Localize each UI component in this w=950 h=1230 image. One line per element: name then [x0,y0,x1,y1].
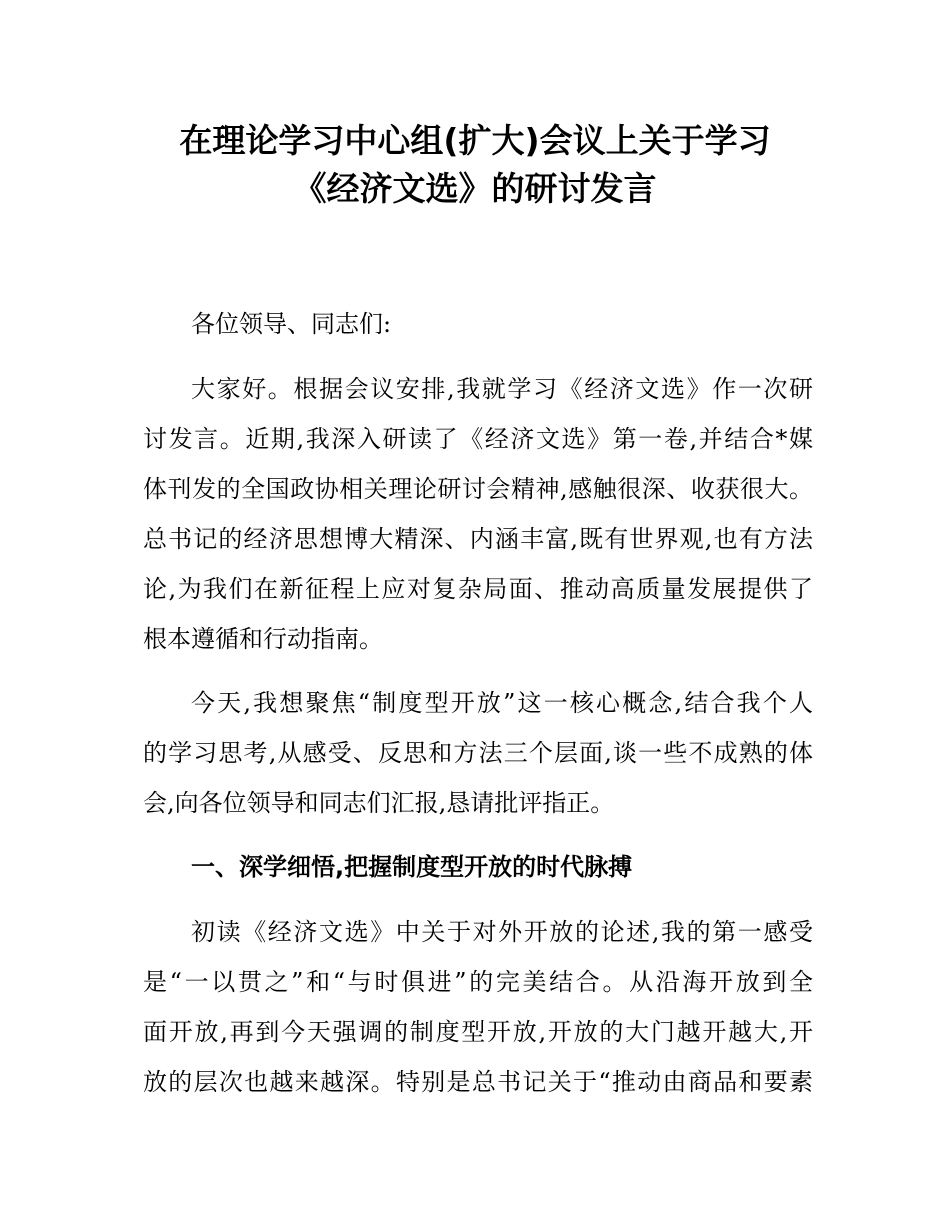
document-title-line-1: 在理论学习中心组(扩大)会议上关于学习 [179,121,771,160]
salutation: 各位领导、同志们: [191,310,392,338]
paragraph-2-line-3: 会,向各位领导和同志们汇报,恳请批评指正。 [143,789,615,817]
paragraph-3-line-1: 初读《经济文选》中关于对外开放的论述,我的第一感受 [191,918,813,946]
paragraph-2-line-1: 今天,我想聚焦“制度型开放”这一核心概念,结合我个人 [191,689,813,717]
paragraph-2-line-2: 的学习思考,从感受、反思和方法三个层面,谈一些不成熟的体 [143,739,813,767]
paragraph-1-line-5: 论,为我们在新征程上应对复杂局面、推动高质量发展提供了 [143,575,813,603]
paragraph-1-line-2: 讨发言。近期,我深入研读了《经济文选》第一卷,并结合*媒 [143,425,813,453]
paragraph-1-line-3: 体刊发的全国政协相关理论研讨会精神,感触很深、收获很大。 [143,475,813,503]
paragraph-3-line-3: 面开放,再到今天强调的制度型开放,开放的大门越开越大,开 [143,1018,813,1046]
section-1-heading: 一、深学细悟,把握制度型开放的时代脉搏 [191,853,633,881]
paragraph-3-line-2: 是“一以贯之”和“与时俱进”的完美结合。从沿海开放到全 [143,968,813,996]
paragraph-1-line-1: 大家好。根据会议安排,我就学习《经济文选》作一次研 [191,375,813,403]
paragraph-3-line-4: 放的层次也越来越深。特别是总书记关于“推动由商品和要素 [143,1068,813,1096]
document-title-line-2: 《经济文选》的研讨发言 [293,169,657,208]
paragraph-1-line-6: 根本遵循和行动指南。 [143,625,383,653]
paragraph-1-line-4: 总书记的经济思想博大精深、内涵丰富,既有世界观,也有方法 [143,525,813,553]
